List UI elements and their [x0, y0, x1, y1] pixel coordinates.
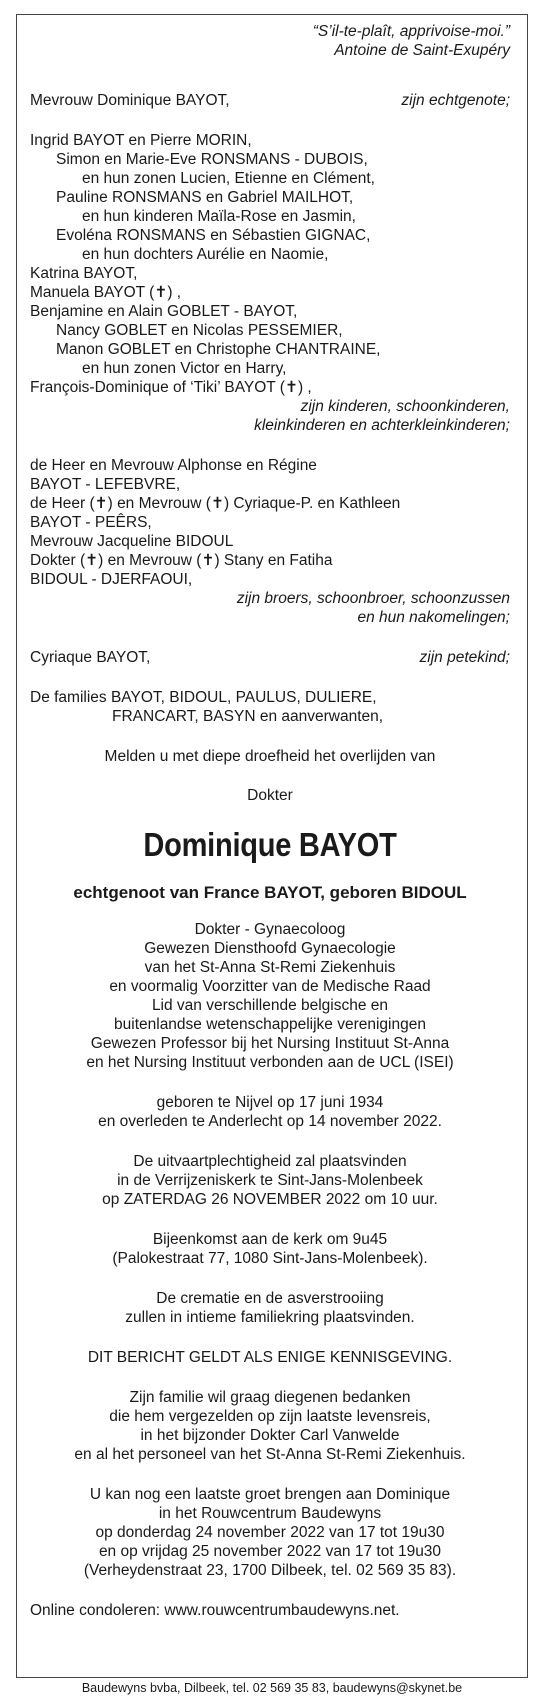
thanks-line: Zijn familie wil graag diegenen bedanken	[129, 1389, 411, 1406]
dates-block	[30, 1093, 510, 1131]
family-member-line: en hun kinderen Maïla-Rose en Jasmin,	[82, 208, 356, 225]
godchild-name: Cyriaque BAYOT,	[30, 649, 151, 666]
siblings-role-line: zijn broers, schoonbroer, schoonzussen	[236, 590, 510, 607]
visitation-line: en op vrijdag 25 november 2022 van 17 tot 19u30	[98, 1543, 442, 1560]
footer-contact: Baudewyns bvba, Dilbeek, tel. 02 569 35 83, baudewyns@skynet.be	[81, 1681, 463, 1695]
thanks-line: en al het personeel van het St-Anna St-Remi Ziekenhuis.	[74, 1446, 466, 1463]
thanks-line: die hem vergezelden op zijn laatste levensreis,	[109, 1408, 431, 1425]
dates-line: geboren te Nijvel op 17 juni 1934	[156, 1094, 384, 1111]
quote-text: “S’il-te-plaît, apprivoise-moi.”	[312, 23, 510, 40]
quote-author: Antoine de Saint-Exupéry	[334, 42, 510, 59]
spouse-name: Mevrouw Dominique BAYOT,	[30, 92, 230, 109]
funeral-line: in de Verrijzeniskerk te Sint-Jans-Molenbeek	[117, 1172, 423, 1189]
funeral-block	[30, 1152, 510, 1209]
meeting-block	[30, 1230, 510, 1268]
visitation-block	[30, 1485, 510, 1580]
career-line: Dokter - Gynaecoloog	[194, 921, 346, 938]
family-member-line: Ingrid BAYOT en Pierre MORIN,	[30, 132, 252, 149]
notice-line: DIT BERICHT GELDT ALS ENIGE KENNISGEVING.	[87, 1349, 453, 1366]
career-line: Gewezen Professor bij het Nursing Instituut St-Anna	[90, 1035, 450, 1052]
announcement: Melden u met diepe droefheid het overlijden van	[104, 748, 436, 765]
godchild-line	[30, 648, 510, 667]
funeral-line: op ZATERDAG 26 NOVEMBER 2022 om 10 uur.	[102, 1191, 438, 1208]
families-block	[30, 688, 510, 726]
sibling-line: BIDOUL - DJERFAOUI,	[30, 571, 193, 588]
career-line: en voormalig Voorzitter van de Medische Raad	[109, 978, 431, 995]
career-block	[30, 920, 510, 1072]
cremation-block	[30, 1289, 510, 1327]
family-member-line: Simon en Marie-Eve RONSMANS - DUBOIS,	[56, 151, 368, 168]
siblings-role-line: en hun nakomelingen;	[357, 609, 510, 626]
deceased-name: Dominique BAYOT	[143, 826, 397, 863]
career-line: en het Nursing Instituut verbonden aan de UCL (ISEI)	[86, 1054, 454, 1071]
godchild-role: zijn petekind;	[419, 649, 510, 666]
family-member-line: en hun zonen Victor en Harry,	[82, 360, 287, 377]
dates-line: en overleden te Anderlecht op 14 november 2022.	[98, 1113, 442, 1130]
deceased-title: Dokter	[247, 787, 293, 804]
deceased-spouse: echtgenoot van France BAYOT, geboren BIDOUL	[73, 883, 467, 902]
children-list	[30, 131, 510, 397]
obituary-content	[30, 22, 510, 1620]
visitation-line: op donderdag 24 november 2022 van 17 tot 19u30	[95, 1524, 445, 1541]
career-line: Lid van verschillende belgische en	[151, 997, 389, 1014]
family-member-line: Manuela BAYOT (✝) ,	[30, 284, 182, 301]
cremation-line: De crematie en de asverstrooiing	[156, 1290, 384, 1307]
family-member-line: Manon GOBLET en Christophe CHANTRAINE,	[56, 341, 381, 358]
visitation-line: U kan nog een laatste groet brengen aan Dominique	[89, 1486, 451, 1503]
career-line: van het St-Anna St-Remi Ziekenhuis	[144, 959, 396, 976]
family-member-line: en hun zonen Lucien, Etienne en Clément,	[82, 170, 375, 187]
sibling-line: de Heer en Mevrouw Alphonse en Régine	[30, 457, 317, 474]
sibling-line: BAYOT - PEÊRS,	[30, 514, 152, 531]
children-role-line: zijn kinderen, schoonkinderen,	[300, 398, 510, 415]
families-line: De families BAYOT, BIDOUL, PAULUS, DULIERE,	[30, 689, 377, 706]
meeting-line: (Palokestraat 77, 1080 Sint-Jans-Molenbeek).	[112, 1250, 428, 1267]
thanks-line: in het bijzonder Dokter Carl Vanwelde	[140, 1427, 400, 1444]
career-line: Gewezen Diensthoofd Gynaecologie	[144, 940, 396, 957]
family-member-line: François-Dominique of ‘Tiki’ BAYOT (✝) ,	[30, 379, 312, 396]
children-role	[30, 397, 510, 435]
sibling-line: de Heer (✝) en Mevrouw (✝) Cyriaque-P. en Kathleen	[30, 495, 401, 512]
online-condolences: Online condoleren: www.rouwcentrumbaudewyns.net.	[30, 1602, 400, 1619]
visitation-line: (Verheydenstraat 23, 1700 Dilbeek, tel. 02 569 35 83).	[83, 1562, 457, 1579]
visitation-line: in het Rouwcentrum Baudewyns	[158, 1505, 382, 1522]
siblings-role	[30, 589, 510, 627]
family-member-line: Benjamine en Alain GOBLET - BAYOT,	[30, 303, 298, 320]
children-role-line: kleinkinderen en achterkleinkinderen;	[254, 417, 510, 434]
spouse-line	[30, 91, 510, 110]
spouse-role: zijn echtgenote;	[401, 92, 510, 109]
family-member-line: Katrina BAYOT,	[30, 265, 138, 282]
families-line: FRANCART, BASYN en aanverwanten,	[112, 708, 384, 725]
thanks-block	[30, 1388, 510, 1464]
sibling-line: BAYOT - LEFEBVRE,	[30, 476, 181, 493]
family-member-line: Nancy GOBLET en Nicolas PESSEMIER,	[56, 322, 343, 339]
sibling-line: Dokter (✝) en Mevrouw (✝) Stany en Fatiha	[30, 552, 333, 569]
meeting-line: Bijeenkomst aan de kerk om 9u45	[152, 1231, 388, 1248]
family-member-line: Pauline RONSMANS en Gabriel MAILHOT,	[56, 189, 354, 206]
funeral-line: De uitvaartplechtigheid zal plaatsvinden	[133, 1153, 407, 1170]
quote-block	[30, 22, 510, 60]
sibling-line: Mevrouw Jacqueline BIDOUL	[30, 533, 234, 550]
career-line: buitenlandse wetenschappelijke verenigingen	[114, 1016, 426, 1033]
family-member-line: en hun dochters Aurélie en Naomie,	[82, 246, 329, 263]
family-member-line: Evoléna RONSMANS en Sébastien GIGNAC,	[56, 227, 371, 244]
cremation-line: zullen in intieme familiekring plaatsvinden.	[125, 1309, 415, 1326]
siblings-list	[30, 456, 510, 589]
